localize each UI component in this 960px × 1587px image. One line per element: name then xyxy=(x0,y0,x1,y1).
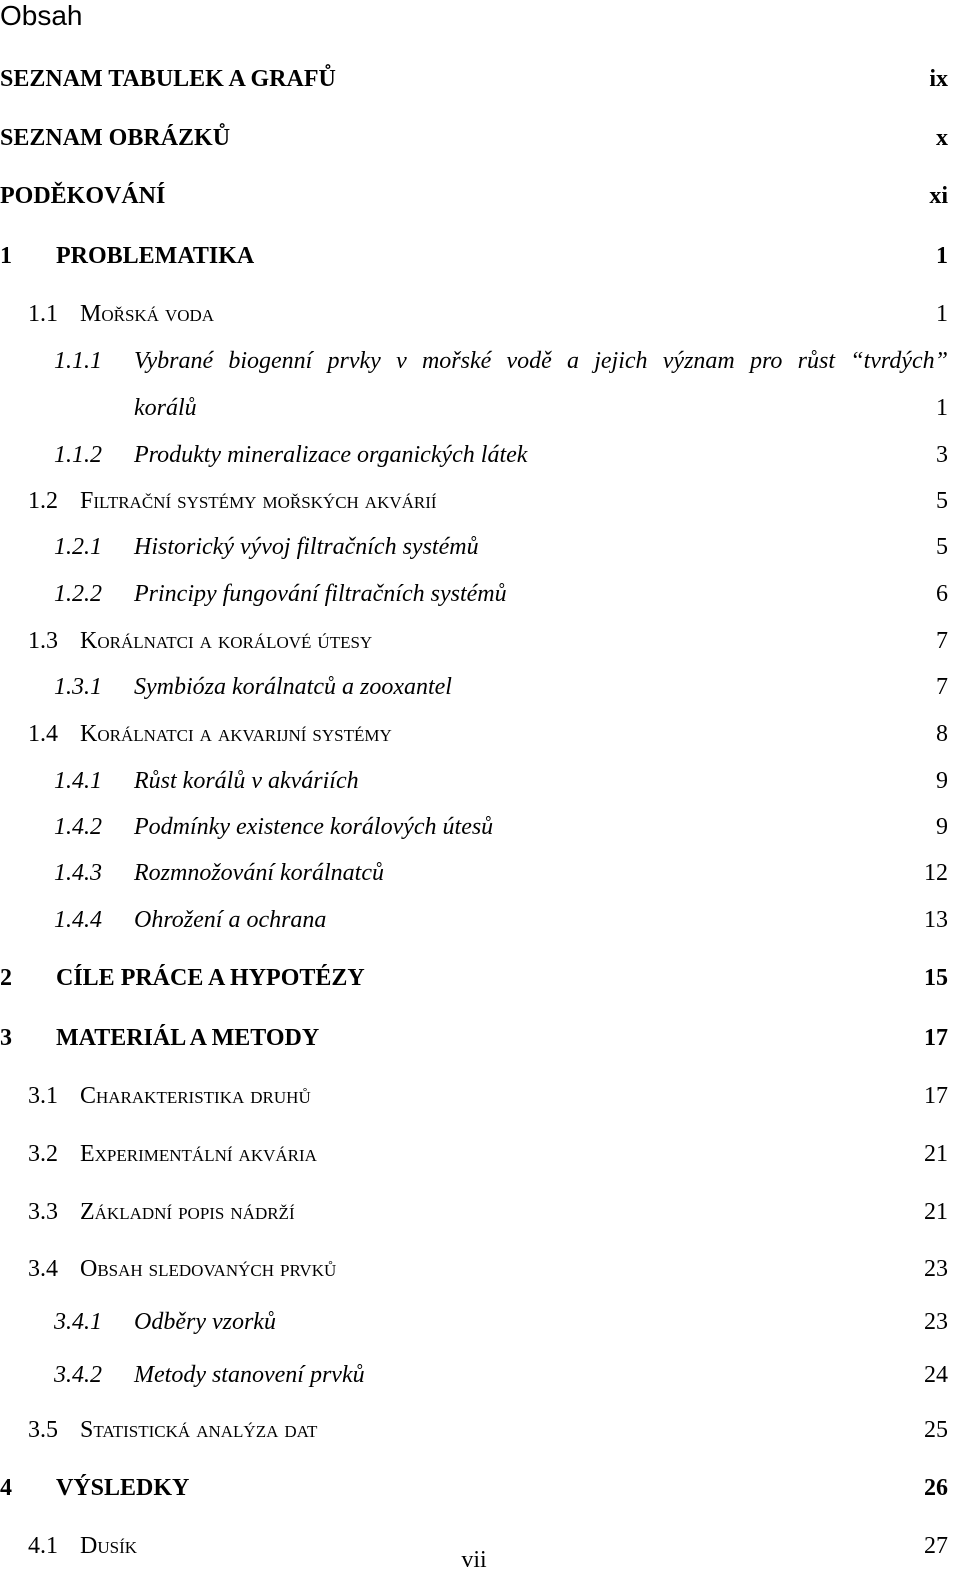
toc-number: 3.2 xyxy=(28,1141,58,1167)
toc-label: MATERIÁL A METODY xyxy=(56,1025,320,1051)
toc-number: 2 xyxy=(0,965,12,991)
toc-number: 1.1 xyxy=(28,301,58,327)
toc-page: 17 xyxy=(924,1025,948,1051)
toc-number: 1.3.1 xyxy=(54,674,102,700)
toc-label: SEZNAM TABULEK A GRAFŮ xyxy=(0,66,336,92)
toc-number: 3.5 xyxy=(28,1417,58,1443)
toc-number: 1 xyxy=(0,243,12,269)
toc-entry[interactable] xyxy=(0,904,948,936)
toc-entry[interactable] xyxy=(0,1196,948,1228)
toc-page: xi xyxy=(929,183,948,209)
toc-page: 23 xyxy=(924,1256,948,1282)
toc-page: 1 xyxy=(936,301,948,327)
toc-number: 1.2.1 xyxy=(54,534,102,560)
toc-page: 21 xyxy=(924,1141,948,1167)
toc-page: 9 xyxy=(936,768,948,794)
toc-number: 1.4.1 xyxy=(54,768,102,794)
toc-entry[interactable] xyxy=(0,578,948,610)
toc-page: 1 xyxy=(936,395,948,421)
toc-entry[interactable] xyxy=(0,1022,948,1054)
toc-entry[interactable] xyxy=(0,531,948,563)
toc-entry[interactable] xyxy=(0,122,948,154)
page-number: vii xyxy=(461,1547,487,1573)
toc-label: Produkty mineralizace organických látek xyxy=(134,442,528,468)
toc-number: 1.1.2 xyxy=(54,442,102,468)
toc-entry[interactable] xyxy=(54,345,948,377)
toc-number: 3.4 xyxy=(28,1256,58,1282)
toc-label: Symbióza korálnatců a zooxantel xyxy=(134,674,452,700)
toc-page: 27 xyxy=(924,1533,948,1559)
toc-page: 26 xyxy=(924,1475,948,1501)
toc-label: Korálnatci a akvarijní systémy xyxy=(80,721,392,747)
toc-label: Metody stanovení prvků xyxy=(134,1362,365,1388)
toc-label: Statistická analýza dat xyxy=(80,1417,318,1443)
toc-entry[interactable] xyxy=(0,439,948,471)
toc-page: 1 xyxy=(936,243,948,269)
toc-entry[interactable] xyxy=(0,671,948,703)
toc-number: 1.4 xyxy=(28,721,58,747)
toc-label: SEZNAM OBRÁZKŮ xyxy=(0,125,231,151)
toc-page: 17 xyxy=(924,1083,948,1109)
toc-label: CÍLE PRÁCE A HYPOTÉZY xyxy=(56,965,365,991)
toc-page: 23 xyxy=(924,1309,948,1335)
toc-page: 5 xyxy=(936,488,948,514)
toc-number: 1.2.2 xyxy=(54,581,102,607)
toc-label: Korálnatci a korálové útesy xyxy=(80,628,373,654)
toc-page: 6 xyxy=(936,581,948,607)
toc-page: 8 xyxy=(936,721,948,747)
toc-label: Dusík xyxy=(80,1533,138,1559)
toc-entry[interactable] xyxy=(0,625,948,657)
toc-label: Vybrané biogenní prvky v mořské vodě a jejich význam pro růst “tvrdých” xyxy=(134,348,948,374)
toc-page: 12 xyxy=(924,860,948,886)
toc-number: 1.4.4 xyxy=(54,907,102,933)
toc-number: 1.2 xyxy=(28,488,58,514)
toc-entry[interactable] xyxy=(0,180,948,212)
toc-entry[interactable] xyxy=(0,1414,948,1446)
toc-entry[interactable] xyxy=(0,718,948,750)
toc-label: Obsah sledovaných prvků xyxy=(80,1256,337,1282)
toc-entry[interactable] xyxy=(0,1253,948,1285)
toc-label: PROBLEMATIKA xyxy=(56,243,255,269)
toc-number: 3.4.1 xyxy=(54,1309,102,1335)
toc-number: 1.4.3 xyxy=(54,860,102,886)
toc-entry[interactable] xyxy=(0,962,948,994)
toc-page: 25 xyxy=(924,1417,948,1443)
toc-number: 1.4.2 xyxy=(54,814,102,840)
toc-entry[interactable] xyxy=(0,1359,948,1391)
toc-page: 9 xyxy=(936,814,948,840)
toc-page: 7 xyxy=(936,674,948,700)
toc-page: 21 xyxy=(924,1199,948,1225)
toc-page: 24 xyxy=(924,1362,948,1388)
toc-entry[interactable] xyxy=(0,857,948,889)
toc-page: 15 xyxy=(924,965,948,991)
toc-number: 3 xyxy=(0,1025,12,1051)
toc-entry[interactable] xyxy=(0,1306,948,1338)
toc-page: 7 xyxy=(936,628,948,654)
toc-entry[interactable] xyxy=(0,240,948,272)
toc-entry[interactable] xyxy=(0,765,948,797)
toc-label: Ohrožení a ochrana xyxy=(134,907,327,933)
toc-label: Experimentální akvária xyxy=(80,1141,317,1167)
toc-number: 1.3 xyxy=(28,628,58,654)
toc-number: 3.1 xyxy=(28,1083,58,1109)
toc-entry[interactable] xyxy=(0,63,948,95)
toc-label: Filtrační systémy mořských akvárií xyxy=(80,488,437,514)
toc-label: Charakteristika druhů xyxy=(80,1083,311,1109)
toc-entry[interactable] xyxy=(0,1080,948,1112)
toc-page: ix xyxy=(929,66,948,92)
toc-entry[interactable] xyxy=(0,1138,948,1170)
page-title: Obsah xyxy=(0,0,83,31)
toc-label: Mořská voda xyxy=(80,301,215,327)
toc-label: Principy fungování filtračních systémů xyxy=(134,581,507,607)
toc-entry[interactable] xyxy=(0,1472,948,1504)
toc-label: Základní popis nádrží xyxy=(80,1199,295,1225)
toc-page: 3 xyxy=(936,442,948,468)
toc-number: 1.1.1 xyxy=(54,348,102,374)
toc-entry[interactable] xyxy=(0,811,948,843)
toc-page: 13 xyxy=(924,907,948,933)
toc-entry[interactable] xyxy=(0,485,948,517)
toc-number: 4.1 xyxy=(28,1533,58,1559)
toc-label: korálů xyxy=(134,395,197,421)
toc-entry-continuation[interactable] xyxy=(134,392,948,424)
toc-label: VÝSLEDKY xyxy=(56,1475,190,1501)
toc-label: Historický vývoj filtračních systémů xyxy=(134,534,479,560)
toc-label: Růst korálů v akváriích xyxy=(134,768,359,794)
toc-label: Podmínky existence korálových útesů xyxy=(134,814,494,840)
toc-number: 3.3 xyxy=(28,1199,58,1225)
toc-page: 5 xyxy=(936,534,948,560)
toc-label: Odběry vzorků xyxy=(134,1309,276,1335)
toc-label: Rozmnožování korálnatců xyxy=(134,860,384,886)
toc-page: x xyxy=(936,125,948,151)
toc-label: PODĚKOVÁNÍ xyxy=(0,183,166,209)
toc-number: 4 xyxy=(0,1475,12,1501)
toc-number: 3.4.2 xyxy=(54,1362,102,1388)
toc-entry[interactable] xyxy=(0,298,948,330)
